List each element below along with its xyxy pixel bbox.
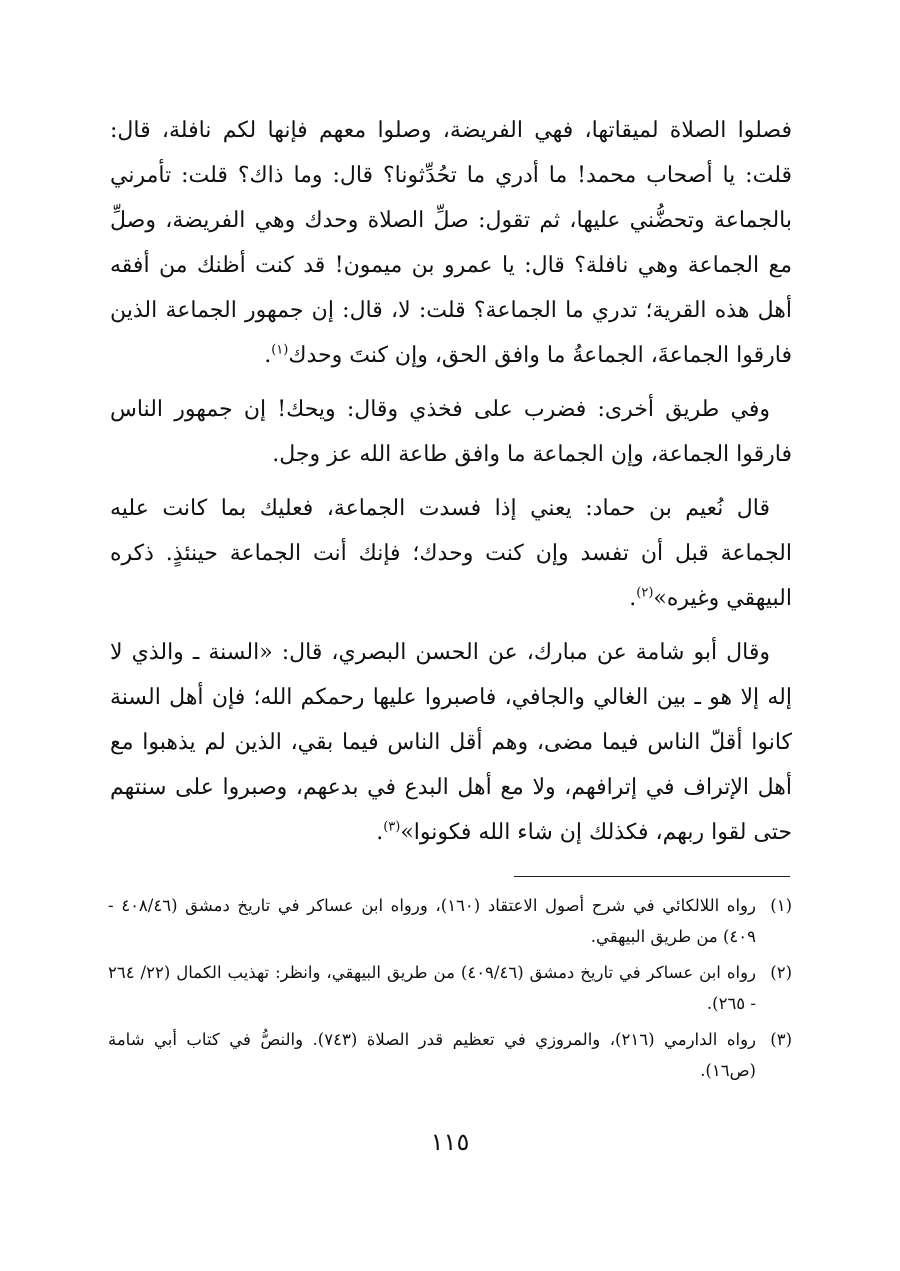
main-text [110,108,792,864]
footnote-ref-2: (٢) [636,585,654,601]
paragraph-1-text: فصلوا الصلاة لميقاتها، فهي الفريضة، وصلوا معهم فإنها لكم نافلة، قال: قلت: يا أصحاب محمد! ما أدري ما تحُدِّثونا؟ قال: وما ذاك؟ قلت: تأمرني بالجماعة وتحضُّني عليها، ثم تقول: صلِّ الصلاة وحدك وهي الفريضة، وصلِّ مع الجماعة وهي نافلة؟ قال: يا عمرو بن ميمون! قد كنت أظنك من أفقه أهل هذه القرية؛ تدري ما الجماعة؟ قلت: لا، قال: إن جمهور الجماعة الذين فارقوا الجماعةَ، الجماعةُ ما وافق الحق، وإن كنتَ وحدك [110,118,792,368]
paragraph-3 [110,486,792,621]
footnote-ref-1: (١) [271,342,289,358]
paragraph-1-end: . [264,343,272,368]
paragraph-1 [110,108,792,378]
footnote-ref-3: (٣) [383,819,401,835]
paragraph-4-end: . [376,820,384,845]
footnote-3-number: (٣) [770,1030,792,1049]
paragraph-4-text: وقال أبو شامة عن مبارك، عن الحسن البصري، قال: «السنة ـ والذي لا إله إلا هو ـ بين الغالي والجافي، فاصبروا عليها رحمكم الله؛ فإن أهل السنة كانوا أقلّ الناس فيما مضى، وهم أقل الناس فيما بقي، الذين لم يذهبوا مع أهل الإتراف في إترافهم، ولا مع أهل البدع في بدعهم، وصبروا على سنتهم حتى لقوا ربهم، فكذلك إن شاء الله فكونوا» [110,640,792,845]
page-number: ١١٥ [430,1128,470,1156]
footnote-2 [108,957,792,1019]
footnote-3-text: رواه الدارمي (٢١٦)، والمروزي في تعظيم قدر الصلاة (٧٤٣). والنصُّ في كتاب أبي شامة (ص١٦). [108,1030,757,1080]
footnotes [108,890,792,1091]
paragraph-2 [110,387,792,477]
paragraph-2-text: وفي طريق أخرى: فضرب على فخذي وقال: ويحك! إن جمهور الناس فارقوا الجماعة، وإن الجماعة ما وافق طاعة الله عز وجل. [110,397,792,467]
paragraph-4 [110,630,792,855]
footnote-1-text: رواه اللالكائي في شرح أصول الاعتقاد (١٦٠)، ورواه ابن عساكر في تاريخ دمشق (٤٠٨/٤٦ - ٤٠٩) من طريق البيهقي. [108,896,756,946]
footnote-3 [108,1024,792,1086]
footnote-separator [514,876,790,877]
footnote-1-number: (١) [770,896,792,915]
paragraph-3-end: . [629,586,637,611]
footnote-2-number: (٢) [770,963,792,982]
footnote-2-text: رواه ابن عساكر في تاريخ دمشق (٤٠٩/٤٦) من طريق البيهقي، وانظر: تهذيب الكمال (٢٢/ ٢٦٤ - ٢٦٥). [108,963,756,1013]
paragraph-3-text: قال نُعيم بن حماد: يعني إذا فسدت الجماعة، فعليك بما كانت عليه الجماعة قبل أن تفسد وإن كنت وحدك؛ فإنك أنت الجماعة حينئذٍ. ذكره البيهقي وغيره» [110,496,792,611]
footnote-1 [108,890,792,952]
